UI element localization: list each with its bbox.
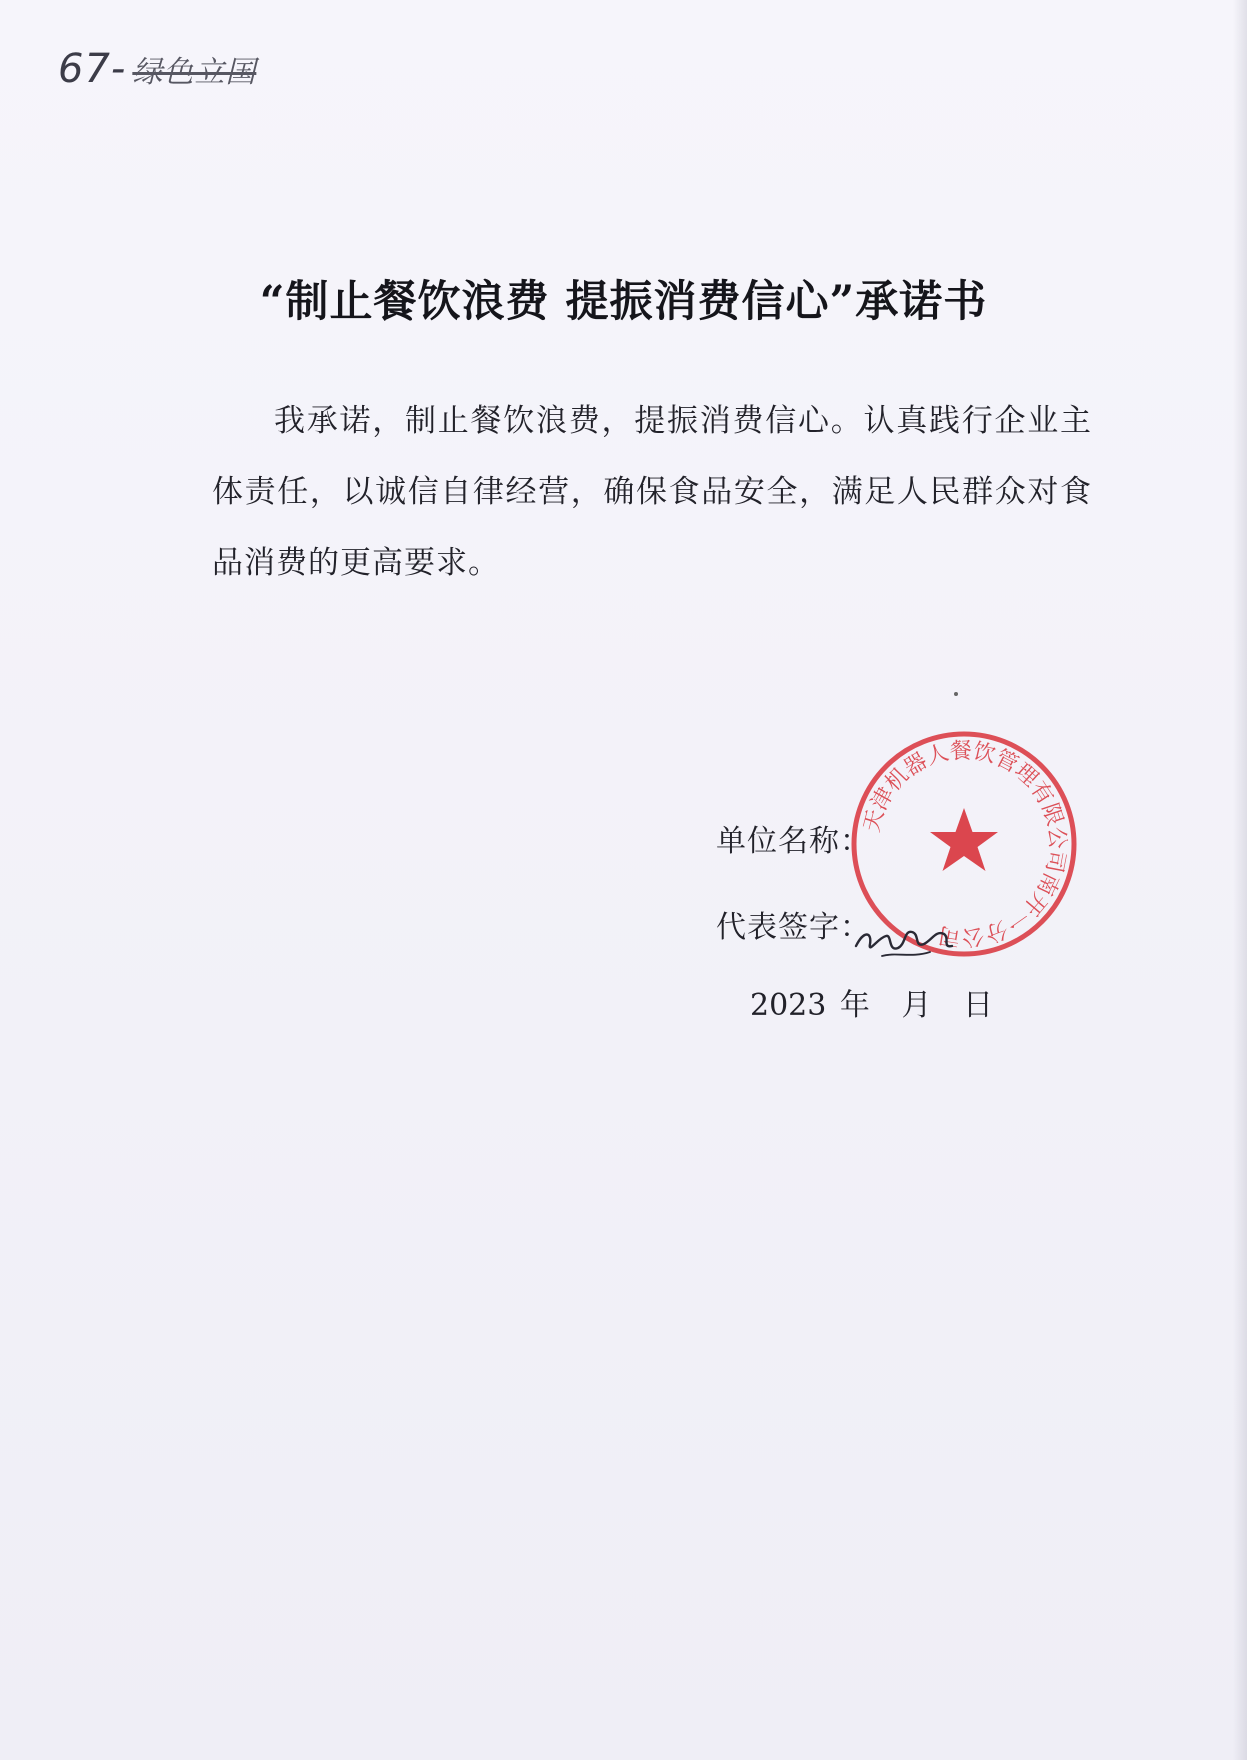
document-title: “制止餐饮浪费 提振消费信心”承诺书: [259, 277, 988, 327]
seal-text: 天津机器人餐饮管理有限公司南开一分公司: [859, 738, 1070, 950]
date-month: 月: [901, 988, 932, 1023]
representative-signature-label: 代表签字：: [716, 910, 871, 945]
annotation-number: 67-: [58, 46, 127, 92]
handwritten-annotation: [58, 46, 256, 92]
date-line: [750, 980, 1011, 1024]
scan-speck: [954, 692, 958, 696]
date-day: 日: [962, 988, 993, 1023]
annotation-scribble: 绿色立国: [132, 55, 257, 90]
commitment-body: 我承诺，制止餐饮浪费，提振消费信心。认真践行企业主体责任，以诚信自律经营，确保食品安全，满足人民群众对食品消费的更高要求。: [212, 403, 1092, 581]
date-year: 2023 年: [750, 988, 870, 1023]
handwritten-signature: [852, 908, 962, 968]
seal-star-icon: [930, 808, 998, 871]
unit-name-label: 单位名称：: [716, 824, 871, 859]
scan-edge-shadow: [1233, 0, 1247, 1760]
